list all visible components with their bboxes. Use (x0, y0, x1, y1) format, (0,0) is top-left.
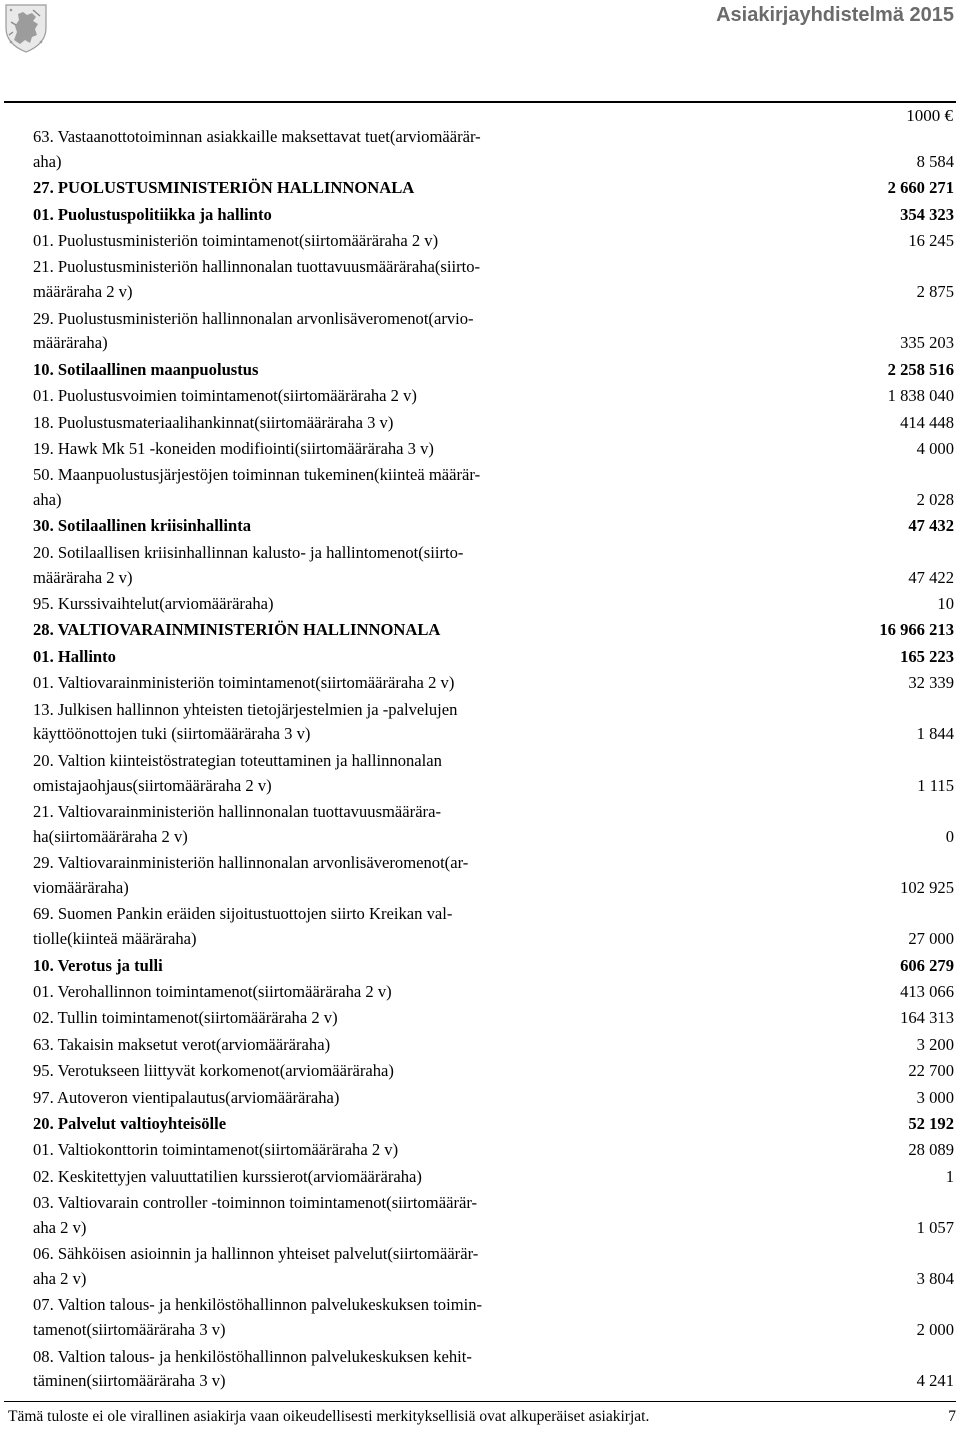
table-row (33, 255, 954, 305)
row-label: 63. Vastaanottotoiminnan asiakkaille maksettavat tuet(arviomäärär- aha) (33, 127, 481, 171)
row-label: 01. Valtiokonttorin toimintamenot(siirtomääräraha 2 v) (33, 1140, 399, 1160)
row-amount: 4 241 (916, 1371, 954, 1391)
row-label: 01. Verohallinnon toimintamenot(siirtomääräraha 2 v) (33, 981, 392, 1001)
section-row (33, 514, 954, 539)
row-amount: 3 804 (916, 1269, 954, 1289)
section-row (33, 358, 954, 383)
page-number: 7 (948, 1408, 956, 1425)
row-amount: 164 313 (900, 1008, 954, 1028)
row-label: 95. Verotukseen liittyvät korkomenot(arviomääräraha) (33, 1061, 394, 1081)
budget-table (33, 125, 954, 1396)
table-row (33, 384, 954, 409)
row-label: 18. Puolustusmateriaalihankinnat(siirtomääräraha 3 v) (33, 412, 394, 432)
footer-disclaimer: Tämä tuloste ei ole virallinen asiakirja vaan oikeudellisesti merkityksellisiä ovat alkuperäiset asiakirjat. (8, 1408, 650, 1425)
row-amount: 413 066 (900, 981, 954, 1001)
table-row (33, 1086, 954, 1111)
table-row (33, 698, 954, 748)
row-label: 69. Suomen Pankin eräiden sijoitustuottojen siirto Kreikan val- tiolle(kiinteä määräraha) (33, 904, 453, 949)
row-amount: 47 432 (908, 516, 954, 536)
row-amount: 2 875 (916, 282, 954, 302)
table-row (33, 1191, 954, 1241)
row-label: 10. Verotus ja tulli (33, 955, 163, 975)
row-label: 10. Sotilaallinen maanpuolustus (33, 359, 259, 379)
table-row (33, 1165, 954, 1190)
row-label: 01. Puolustusvoimien toimintamenot(siirtomääräraha 2 v) (33, 386, 417, 406)
row-label: 28. VALTIOVARAINMINISTERIÖN HALLINNONALA (33, 620, 441, 640)
table-row (33, 1138, 954, 1163)
row-label: 03. Valtiovarain controller -toiminnon toimintamenot(siirtomäärär- aha 2 v) (33, 1193, 478, 1237)
row-amount: 1 838 040 (887, 386, 954, 406)
table-row (33, 980, 954, 1005)
row-amount: 335 203 (900, 333, 954, 353)
row-label: 01. Valtiovarainministeriön toimintamenot(siirtomääräraha 2 v) (33, 673, 455, 693)
row-label: 50. Maanpuolustusjärjestöjen toiminnan tukeminen(kiinteä määrär- aha) (33, 465, 481, 510)
row-label: 20. Palvelut valtioyhteisölle (33, 1113, 227, 1133)
page-header (0, 0, 960, 60)
table-row (33, 125, 954, 175)
row-label: 95. Kurssivaihtelut(arviomääräraha) (33, 594, 274, 614)
row-amount: 1 057 (916, 1217, 954, 1237)
table-row (33, 851, 954, 901)
row-label: 01. Puolustusministeriön toimintamenot(siirtomääräraha 2 v) (33, 230, 439, 250)
table-row (33, 749, 954, 799)
header-divider (4, 101, 956, 103)
row-label: 20. Sotilaallisen kriisinhallinnan kalusto- ja hallintomenot(siirto- määräraha 2 v) (33, 542, 464, 587)
section-row (33, 203, 954, 228)
row-label: 29. Valtiovarainministeriön hallinnonalan arvonlisäveromenot(ar- viomääräraha) (33, 853, 469, 897)
row-amount: 4 000 (916, 438, 954, 458)
table-row (33, 1242, 954, 1292)
row-amount: 0 (945, 826, 954, 846)
row-label: 08. Valtion talous- ja henkilöstöhallinnon palvelukeskuksen kehit- täminen(siirtomääräraha 3 v) (33, 1346, 472, 1391)
table-row (33, 463, 954, 513)
row-label: 29. Puolustusministeriön hallinnonalan arvonlisäveromenot(arvio- määräraha) (33, 308, 474, 353)
row-amount: 52 192 (908, 1113, 954, 1133)
table-row (33, 1293, 954, 1343)
table-row (33, 1345, 954, 1395)
table-row (33, 800, 954, 850)
table-row (33, 592, 954, 617)
row-amount: 165 223 (900, 646, 954, 666)
row-amount: 1 115 (917, 775, 954, 795)
table-row (33, 437, 954, 462)
row-amount: 32 339 (908, 673, 954, 693)
section-row (33, 1112, 954, 1137)
row-label: 97. Autoveron vientipalautus(arviomääräraha) (33, 1087, 340, 1107)
row-label: 07. Valtion talous- ja henkilöstöhallinnon palvelukeskuksen toimin- tamenot(siirtomääräraha 3 v) (33, 1295, 483, 1340)
row-amount: 3 200 (916, 1034, 954, 1054)
table-row (33, 902, 954, 952)
section-row (33, 618, 954, 643)
row-label: 02. Tullin toimintamenot(siirtomääräraha 2 v) (33, 1008, 338, 1028)
row-label: 01. Puolustuspolitiikka ja hallinto (33, 204, 272, 224)
table-row (33, 1059, 954, 1084)
section-row (33, 176, 954, 201)
table-row (33, 411, 954, 436)
row-amount: 22 700 (908, 1061, 954, 1081)
row-amount: 16 966 213 (879, 620, 954, 640)
row-amount: 414 448 (900, 412, 954, 432)
row-label: 21. Valtiovarainministeriön hallinnonalan tuottavuusmäärära- ha(siirtomääräraha 2 v) (33, 802, 441, 846)
table-row (33, 671, 954, 696)
table-row (33, 1033, 954, 1058)
row-amount: 27 000 (908, 929, 954, 949)
row-amount: 8 584 (916, 151, 954, 171)
row-amount: 606 279 (900, 955, 954, 975)
row-label: 27. PUOLUSTUSMINISTERIÖN HALLINNONALA (33, 178, 415, 198)
unit-label: 1000 € (906, 106, 953, 125)
row-amount: 2 028 (916, 490, 954, 510)
row-amount: 10 (937, 594, 954, 614)
table-row (33, 307, 954, 357)
row-amount: 1 (945, 1166, 954, 1186)
section-row (33, 954, 954, 979)
finnish-lion-crest-icon (3, 2, 49, 54)
row-amount: 47 422 (908, 567, 954, 587)
row-amount: 354 323 (900, 204, 954, 224)
row-amount: 28 089 (908, 1140, 954, 1160)
row-label: 06. Sähköisen asioinnin ja hallinnon yhteiset palvelut(siirtomäärär- aha 2 v) (33, 1244, 479, 1289)
row-label: 19. Hawk Mk 51 -koneiden modifiointi(siirtomääräraha 3 v) (33, 438, 434, 458)
row-amount: 16 245 (908, 230, 954, 250)
row-label: 21. Puolustusministeriön hallinnonalan tuottavuusmääräraha(siirto- määräraha 2 v) (33, 257, 481, 302)
row-label: 13. Julkisen hallinnon yhteisten tietojärjestelmien ja -palvelujen käyttöönottojen tuki (siirtomääräraha 3 v) (33, 699, 458, 744)
row-label: 30. Sotilaallinen kriisinhallinta (33, 516, 252, 536)
row-amount: 2 660 271 (887, 178, 954, 198)
row-label: 02. Keskitettyjen valuuttatilien kurssierot(arviomääräraha) (33, 1166, 422, 1186)
row-amount: 1 844 (916, 724, 954, 744)
table-row (33, 229, 954, 254)
row-amount: 2 000 (916, 1320, 954, 1340)
footer-divider (4, 1401, 956, 1402)
row-label: 20. Valtion kiinteistöstrategian toteuttaminen ja hallinnonalan omistajaohjaus(siirtomääräraha 2 v) (33, 750, 442, 795)
row-amount: 102 925 (900, 877, 954, 897)
row-label: 01. Hallinto (33, 646, 116, 666)
document-title: Asiakirjayhdistelmä 2015 (716, 4, 954, 26)
row-amount: 2 258 516 (887, 359, 954, 379)
row-amount: 3 000 (916, 1087, 954, 1107)
row-label: 63. Takaisin maksetut verot(arviomääräraha) (33, 1034, 331, 1054)
table-row (33, 1006, 954, 1031)
section-row (33, 645, 954, 670)
table-row (33, 541, 954, 591)
